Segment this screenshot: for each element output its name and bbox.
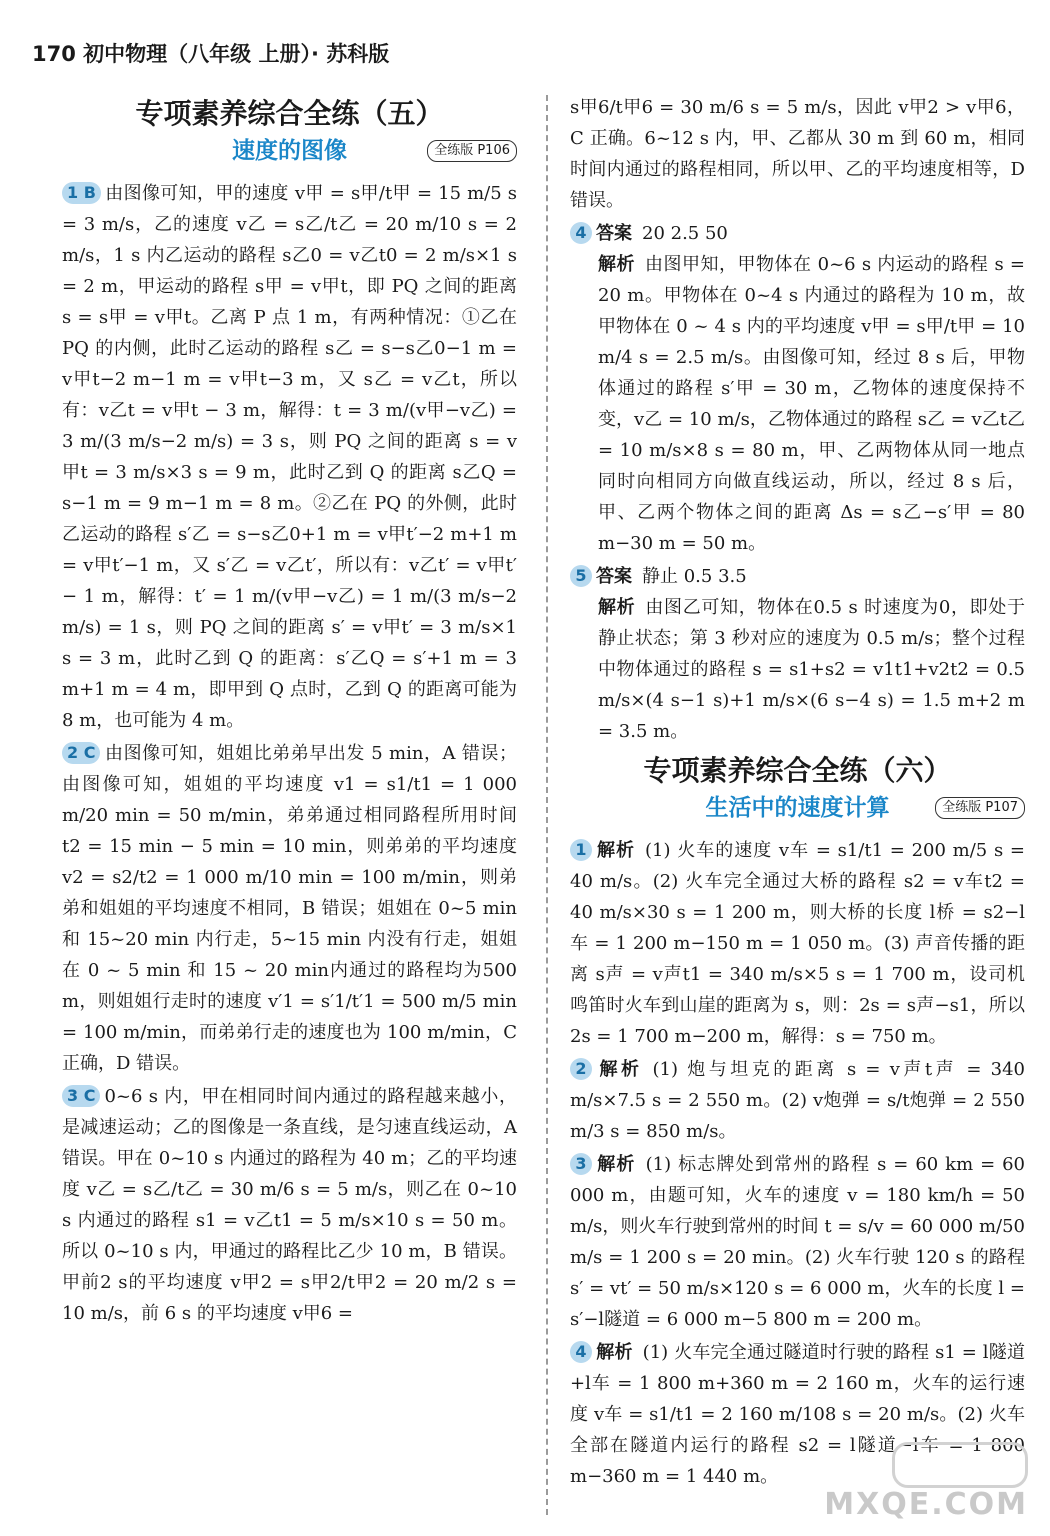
question-number: 4 <box>570 1341 592 1363</box>
section-title-5: 专项素养综合全练（五） <box>135 97 444 130</box>
answer-label: 答案 <box>596 223 632 244</box>
analysis-label: 解析 <box>596 1059 643 1080</box>
section-subtitle-5: 速度的图像 <box>232 138 347 164</box>
question-number: 4 <box>570 222 592 244</box>
answer-item <box>570 1054 1025 1147</box>
analysis-text: (1) 火车的速度 v车 = s1/t1 = 200 m/5 s = 40 m/s。(2) 火车完全通过大桥的路程 s2 = v车t2 = 40 m/s×30 s = 1 200 m，则大桥的长度 l桥 = s2−l车 = 1 200 m−150 m = 1 050 m。(3) 声音传播的距离 s声 = v声t1 = 340 m/s×5 s = 1 700 m，设司机鸣笛时火车到山崖的距离为 s，则：2s = s声−s1，所以 2s = 1 700 m−200 m，解得：s = 750 m。 <box>570 840 1025 1047</box>
answer-item <box>570 218 1025 559</box>
question-number: 5 <box>570 565 592 587</box>
answer-item <box>570 561 1025 747</box>
analysis-text: 由图甲知，甲物体在 0~6 s 内运动的路程 s = 20 m。甲物体在 0~4 s 内通过的路程为 10 m，故甲物体在 0 ~ 4 s 内的平均速度 v甲 = s甲/t甲 = 10 m/4 s = 2.5 m/s。由图像可知，经过 8 s 后，甲物体通过的路程 s′甲 = 30 m，乙物体的速度保持不变，v乙 = 10 m/s，乙物体通过的路程 s乙 = v乙t乙 = 10 m/s×8 s = 80 m，甲、乙两物体从同一地点同时向相同方向做直线运动，所以，经过 8 s 后，甲、乙两个物体之间的距离 Δs = s乙−s′甲 = 80 m−30 m = 50 m。 <box>598 254 1026 554</box>
analysis-text: (1) 火车完全通过隧道时行驶的路程 s1 = l隧道+l车 = 1 800 m+360 m = 2 160 m，火车的运行速度 v车 = s1/t1 = 2 160 m/108 s = 20 m/s。(2) 火车全部在隧道内运行的路程 s2 = l隧道−l车 = 1 800 m−360 m = 1 440 m。 <box>570 1342 1025 1487</box>
answer-item <box>62 1081 517 1329</box>
analysis-label: 解析 <box>596 840 635 861</box>
column-divider <box>546 95 548 1515</box>
analysis-label: 解析 <box>598 597 636 618</box>
watermark-logo <box>892 1442 1028 1488</box>
answer-item <box>62 738 517 1079</box>
question-number: 1 <box>570 839 592 861</box>
answer-item <box>570 835 1025 1052</box>
answer-value: 20 2.5 50 <box>642 223 728 244</box>
answer-item <box>62 178 517 736</box>
page-header: 170 初中物理（八年级 上册）· 苏科版 <box>32 42 390 66</box>
watermark-text: MXQE.COM <box>824 1487 1028 1522</box>
continuation-text: s甲6/t甲6 = 30 m/6 s = 5 m/s，因此 v甲2 > v甲6，C 正确。6~12 s 内，甲、乙都从 30 m 到 60 m，相同时间内通过的路程相同，所以甲、乙的平均速度相等，D 错误。 <box>570 97 1025 211</box>
section-title-6: 专项素养综合全练（六） <box>643 754 952 787</box>
answer-text: 0~6 s 内，甲在相同时间内通过的路程越来越小，是减速运动；乙的图像是一条直线，是匀速直线运动，A 错误。甲在 0~10 s 内通过的路程为 40 m；乙的平均速度 v乙 = s乙/t乙 = 30 m/6 s = 5 m/s，则乙在 0~10 s 内通过的路程 s1 = v乙t1 = 5 m/s×10 s = 50 m。所以 0~10 s 内，甲通过的路程比乙少 10 m，B 错误。甲前2 s的平均速度 v甲2 = s甲2/t甲2 = 20 m/2 s = 10 m/s，前 6 s 的平均速度 v甲6 = <box>62 1086 517 1324</box>
answer-text: 由图像可知，甲的速度 v甲 = s甲/t甲 = 15 m/5 s = 3 m/s，乙的速度 v乙 = s乙/t乙 = 20 m/10 s = 2 m/s，1 s 内乙运动的路程 s乙0 = v乙t0 = 2 m/s×1 s = 2 m，甲运动的路程 s甲 = v甲t，即 PQ 之间的距离 s = s甲 = v甲t。乙离 P 点 1 m，有两种情况：①乙在 PQ 的内侧，此时乙运动的路程 s乙 = s−s乙0−1 m = v甲t−2 m−1 m = v甲t−3 m，又 s乙 = v乙t，所以有：v乙t = v甲t − 3 m，解得：t = 3 m/(v甲−v乙) = 3 m/(3 m/s−2 m/s) = 3 s，则 PQ 之间的距离 s = v甲t = 3 m/s×3 s = 9 m，此时乙到 Q 的距离 s乙Q = s−1 m = 9 m−1 m = 8 m。②乙在 PQ 的外侧，此时乙运动的路程 s′乙 = s−s乙0+1 m = v甲t′−2 m+1 m = v甲t′−1 m，又 s′乙 = v乙t′，所以有：v乙t′ = v甲t′ − 1 m，解得：t′ = 1 m/(v甲−v乙) = 1 m/(3 m/s−2 m/s) = 1 s，则 PQ 之间的距离 s′ = v甲t′ = 3 m/s×1 s = 3 m，此时乙到 Q 的距离：s′乙Q = s′+1 m = 3 m+1 m = 4 m，即甲到 Q 点时，乙到 Q 的距离可能为8 m，也可能为 4 m。 <box>62 183 517 731</box>
left-column <box>62 90 517 1331</box>
question-number: 2 <box>570 1058 592 1080</box>
section-subtitle-row-6 <box>570 793 1025 829</box>
analysis-label: 解析 <box>596 1342 633 1363</box>
question-number: 3 <box>570 1153 592 1175</box>
answer-label: 答案 <box>596 566 632 587</box>
section-subtitle-6: 生活中的速度计算 <box>705 795 890 821</box>
question-number: 1 B <box>62 182 101 204</box>
analysis-text: (1) 炮与坦克的距离 s = v声t声 = 340 m/s×7.5 s = 2 550 m。(2) v炮弹 = s/t炮弹 = 2 550 m/3 s = 850 m/s。 <box>570 1059 1025 1142</box>
answer-item <box>570 1149 1025 1335</box>
analysis-label: 解析 <box>596 1154 636 1175</box>
question-number: 3 C <box>62 1085 100 1107</box>
analysis-text: (1) 标志牌处到常州的路程 s = 60 km = 60 000 m，由题可知，火车的速度 v = 180 km/h = 50 m/s，则火车行驶到常州的时间 t = s/v = 60 000 m/50 m/s = 1 200 s = 20 min。(2) 火车行驶 120 s 的路程 s′ = vt′ = 50 m/s×120 s = 6 000 m，火车的长度 l = s′−l隧道 = 6 000 m−5 800 m = 200 m。 <box>570 1154 1025 1330</box>
analysis-label: 解析 <box>598 254 635 275</box>
section-subtitle-row-5 <box>62 136 517 172</box>
answer-text: 由图像可知，姐姐比弟弟早出发 5 min，A 错误；由图像可知，姐姐的平均速度 v1 = s1/t1 = 1 000 m/20 min = 50 m/min，弟弟通过相同路程所用时间 t2 = 15 min − 5 min = 10 min，则弟弟的平均速度 v2 = s2/t2 = 1 000 m/10 min = 100 m/min，则弟弟和姐姐的平均速度不相同，B 错误；姐姐在 0~5 min和 15~20 min 内行走，5~15 min 内没有行走，姐姐在 0 ~ 5 min 和 15 ~ 20 min内通过的路程均为500 m，则姐姐行走时的速度 v′1 = s′1/t′1 = 500 m/5 min = 100 m/min，而弟弟行走的速度也为 100 m/min，C 正确，D 错误。 <box>62 743 517 1074</box>
question-number: 2 C <box>62 742 100 764</box>
right-column <box>570 92 1025 1494</box>
analysis-text: 由图乙可知，物体在0.5 s 时速度为0，即处于静止状态；第 3 秒对应的速度为 0.5 m/s；整个过程中物体通过的路程 s = s1+s2 = v1t1+v2t2 = 0.5 m/s×(4 s−1 s)+1 m/s×(6 s−4 s) = 1.5 m+2 m = 3.5 m。 <box>598 597 1025 742</box>
page-reference-tag: 全练版 P107 <box>935 797 1025 819</box>
page-reference-tag: 全练版 P106 <box>427 140 517 162</box>
answer-value: 静止 0.5 3.5 <box>642 566 747 587</box>
